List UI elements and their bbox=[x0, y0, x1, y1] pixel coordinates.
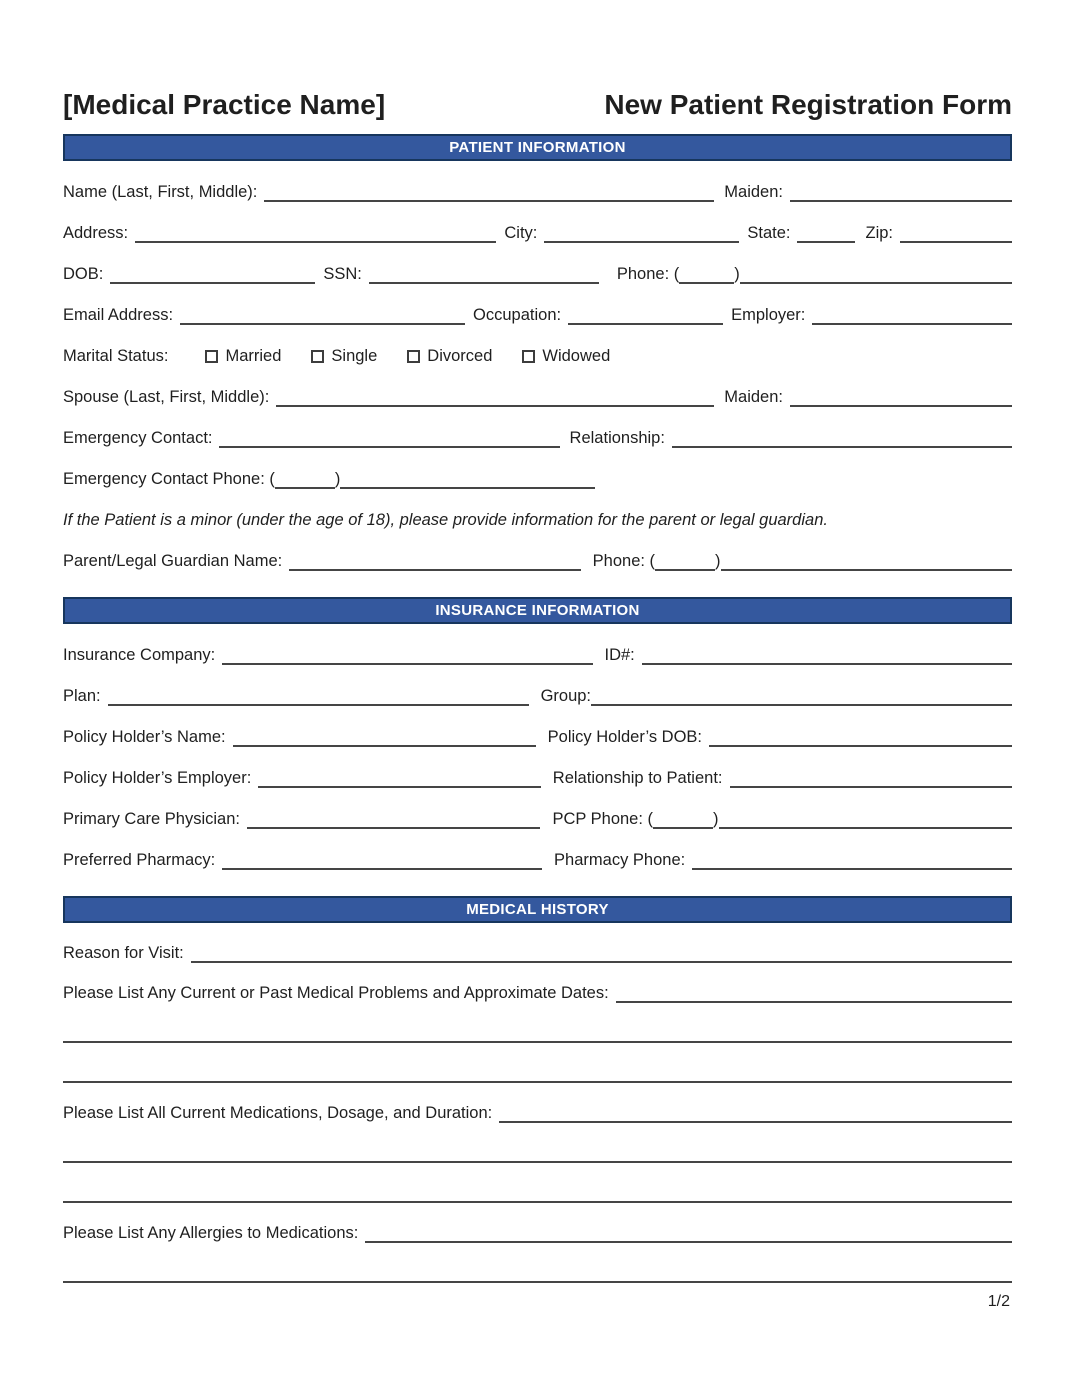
pcp-phone-input-line[interactable] bbox=[719, 815, 1012, 829]
married-label: Married bbox=[225, 347, 282, 365]
relationship-input-line[interactable] bbox=[672, 434, 1012, 448]
row-guardian bbox=[63, 530, 1012, 571]
allergies-extra-line-1[interactable] bbox=[63, 1269, 1012, 1283]
guardian-phone-label: Phone: ( bbox=[592, 552, 656, 570]
pharmacy-phone-label: Pharmacy Phone: bbox=[554, 851, 686, 869]
row-primary-care-physician bbox=[63, 788, 1012, 829]
employer-input-line[interactable] bbox=[812, 311, 1012, 325]
marital-option-divorced bbox=[407, 347, 492, 366]
policy-holder-name-input-line[interactable] bbox=[233, 733, 536, 747]
phone-close-paren: ) bbox=[734, 265, 740, 283]
form-title: New Patient Registration Form bbox=[604, 89, 1012, 120]
group-input-line[interactable] bbox=[591, 692, 1012, 706]
emergency-contact-input-line[interactable] bbox=[219, 434, 559, 448]
email-input-line[interactable] bbox=[180, 311, 465, 325]
current-medications-label: Please List All Current Medications, Dosage, and Duration: bbox=[63, 1104, 493, 1122]
single-label: Single bbox=[331, 347, 378, 365]
medical-problems-extra-line-1[interactable] bbox=[63, 1029, 1012, 1043]
marital-status-label: Marital Status: bbox=[63, 347, 169, 365]
city-label: City: bbox=[504, 224, 538, 242]
phone-label: Phone: ( bbox=[616, 265, 680, 283]
row-medical-problems-extra-2 bbox=[63, 1043, 1012, 1083]
preferred-pharmacy-label: Preferred Pharmacy: bbox=[63, 851, 216, 869]
phone-area-code-line[interactable] bbox=[679, 270, 734, 284]
relationship-label: Relationship: bbox=[569, 429, 665, 447]
spouse-label: Spouse (Last, First, Middle): bbox=[63, 388, 270, 406]
row-policy-holder-name bbox=[63, 706, 1012, 747]
insurance-company-input-line[interactable] bbox=[222, 651, 592, 665]
emergency-contact-label: Emergency Contact: bbox=[63, 429, 213, 447]
ssn-label: SSN: bbox=[323, 265, 362, 283]
name-label: Name (Last, First, Middle): bbox=[63, 183, 258, 201]
row-medical-problems bbox=[63, 963, 1012, 1003]
current-medications-input-line[interactable] bbox=[499, 1109, 1012, 1123]
row-spouse bbox=[63, 366, 1012, 407]
primary-care-physician-label: Primary Care Physician: bbox=[63, 810, 240, 828]
guardian-name-input-line[interactable] bbox=[289, 557, 580, 571]
guardian-phone-close-paren: ) bbox=[715, 552, 721, 570]
allergies-label: Please List Any Allergies to Medications: bbox=[63, 1224, 359, 1242]
pcp-phone-close-paren: ) bbox=[713, 810, 719, 828]
row-minor-note bbox=[63, 489, 1012, 530]
ssn-input-line[interactable] bbox=[369, 270, 599, 284]
policy-holder-dob-label: Policy Holder’s DOB: bbox=[547, 728, 702, 746]
id-number-label: ID#: bbox=[604, 646, 635, 664]
section-header-insurance-information: INSURANCE INFORMATION bbox=[63, 597, 1012, 624]
row-reason-for-visit bbox=[63, 923, 1012, 963]
row-dob-ssn-phone bbox=[63, 243, 1012, 284]
primary-care-physician-input-line[interactable] bbox=[247, 815, 540, 829]
row-current-medications-extra-1 bbox=[63, 1123, 1012, 1163]
marital-option-widowed bbox=[522, 347, 610, 366]
occupation-label: Occupation: bbox=[473, 306, 562, 324]
guardian-phone-input-line[interactable] bbox=[721, 557, 1012, 571]
dob-label: DOB: bbox=[63, 265, 104, 283]
checkbox-single[interactable] bbox=[311, 350, 324, 363]
employer-label: Employer: bbox=[731, 306, 806, 324]
insurance-company-label: Insurance Company: bbox=[63, 646, 216, 664]
form-header bbox=[63, 88, 1012, 122]
current-medications-extra-line-1[interactable] bbox=[63, 1149, 1012, 1163]
row-current-medications-extra-2 bbox=[63, 1163, 1012, 1203]
allergies-input-line[interactable] bbox=[365, 1229, 1012, 1243]
dob-input-line[interactable] bbox=[110, 270, 315, 284]
row-insurance-company bbox=[63, 624, 1012, 665]
relationship-to-patient-input-line[interactable] bbox=[730, 774, 1013, 788]
row-medical-problems-extra-1 bbox=[63, 1003, 1012, 1043]
section-header-medical-history: MEDICAL HISTORY bbox=[63, 896, 1012, 923]
row-emergency-phone bbox=[63, 448, 1012, 489]
pcp-phone-area-code-line[interactable] bbox=[653, 815, 713, 829]
emergency-phone-area-code-line[interactable] bbox=[275, 475, 335, 489]
state-label: State: bbox=[747, 224, 791, 242]
zip-input-line[interactable] bbox=[900, 229, 1012, 243]
city-input-line[interactable] bbox=[544, 229, 739, 243]
row-name bbox=[63, 161, 1012, 202]
group-label: Group: bbox=[540, 687, 592, 705]
email-label: Email Address: bbox=[63, 306, 174, 324]
row-plan-group bbox=[63, 665, 1012, 706]
marital-option-single bbox=[311, 347, 377, 366]
state-input-line[interactable] bbox=[797, 229, 855, 243]
medical-problems-extra-line-2[interactable] bbox=[63, 1069, 1012, 1083]
row-address bbox=[63, 202, 1012, 243]
spouse-input-line[interactable] bbox=[276, 393, 714, 407]
row-emergency-contact bbox=[63, 407, 1012, 448]
reason-for-visit-label: Reason for Visit: bbox=[63, 944, 184, 962]
practice-name-title: [Medical Practice Name] bbox=[63, 89, 386, 120]
medical-problems-input-line[interactable] bbox=[616, 989, 1012, 1003]
checkbox-widowed[interactable] bbox=[522, 350, 535, 363]
plan-label: Plan: bbox=[63, 687, 101, 705]
row-current-medications bbox=[63, 1083, 1012, 1123]
current-medications-extra-line-2[interactable] bbox=[63, 1189, 1012, 1203]
pharmacy-phone-input-line[interactable] bbox=[692, 856, 1012, 870]
row-policy-holder-employer bbox=[63, 747, 1012, 788]
maiden-label: Maiden: bbox=[724, 183, 783, 201]
emergency-phone-label: Emergency Contact Phone: ( bbox=[63, 470, 275, 488]
guardian-name-label: Parent/Legal Guardian Name: bbox=[63, 552, 283, 570]
pcp-phone-label: PCP Phone: ( bbox=[552, 810, 654, 828]
row-allergies-extra-1 bbox=[63, 1243, 1012, 1283]
id-number-input-line[interactable] bbox=[642, 651, 1012, 665]
policy-holder-name-label: Policy Holder’s Name: bbox=[63, 728, 226, 746]
phone-input-line[interactable] bbox=[740, 270, 1012, 284]
plan-input-line[interactable] bbox=[108, 692, 529, 706]
spouse-maiden-label: Maiden: bbox=[724, 388, 783, 406]
widowed-label: Widowed bbox=[542, 347, 611, 365]
address-input-line[interactable] bbox=[135, 229, 496, 243]
emergency-phone-close-paren: ) bbox=[334, 470, 341, 488]
guardian-phone-area-code-line[interactable] bbox=[655, 557, 715, 571]
reason-for-visit-input-line[interactable] bbox=[191, 949, 1012, 963]
row-allergies bbox=[63, 1203, 1012, 1243]
checkbox-married[interactable] bbox=[205, 350, 218, 363]
maiden-input-line[interactable] bbox=[790, 188, 1012, 202]
name-input-line[interactable] bbox=[264, 188, 714, 202]
policy-holder-employer-label: Policy Holder’s Employer: bbox=[63, 769, 252, 787]
row-preferred-pharmacy bbox=[63, 829, 1012, 870]
emergency-phone-input-line[interactable] bbox=[340, 475, 595, 489]
row-email-occupation-employer bbox=[63, 284, 1012, 325]
occupation-input-line[interactable] bbox=[568, 311, 723, 325]
zip-label: Zip: bbox=[865, 224, 893, 242]
checkbox-divorced[interactable] bbox=[407, 350, 420, 363]
page-number: 1/2 bbox=[987, 1293, 1010, 1310]
spouse-maiden-input-line[interactable] bbox=[790, 393, 1012, 407]
minor-note-text: If the Patient is a minor (under the age of 18), please provide information for the parent or legal guardian. bbox=[63, 511, 828, 529]
policy-holder-dob-input-line[interactable] bbox=[709, 733, 1012, 747]
policy-holder-employer-input-line[interactable] bbox=[258, 774, 541, 788]
section-header-patient-information: PATIENT INFORMATION bbox=[63, 134, 1012, 161]
relationship-to-patient-label: Relationship to Patient: bbox=[552, 769, 723, 787]
marital-option-married bbox=[205, 347, 281, 366]
medical-problems-label: Please List Any Current or Past Medical Problems and Approximate Dates: bbox=[63, 984, 609, 1002]
address-label: Address: bbox=[63, 224, 129, 242]
row-marital-status bbox=[63, 325, 1012, 366]
preferred-pharmacy-input-line[interactable] bbox=[222, 856, 542, 870]
divorced-label: Divorced bbox=[427, 347, 493, 365]
